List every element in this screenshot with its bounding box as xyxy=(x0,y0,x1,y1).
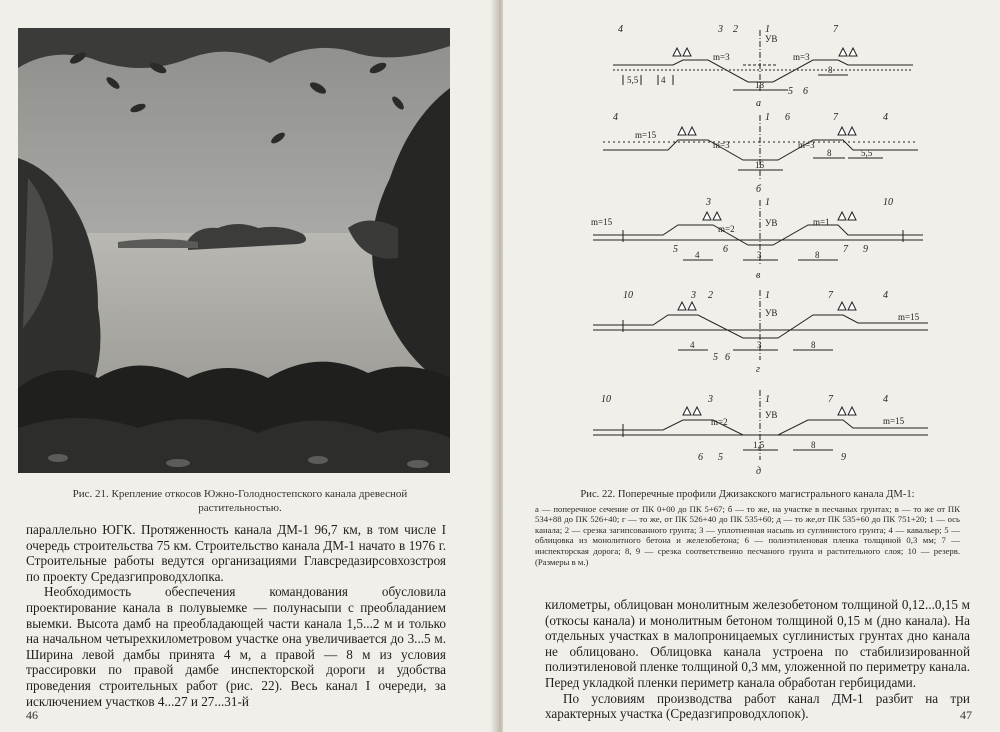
callout-number: 3 xyxy=(706,197,711,208)
callout-number: 7 xyxy=(828,290,833,301)
figure-21-photo xyxy=(18,28,450,473)
callout-number: 6 xyxy=(803,86,808,97)
callout-number: 4 xyxy=(883,112,888,123)
profile-v-label: в xyxy=(756,270,761,281)
callout-number: 1 xyxy=(765,24,770,35)
figure-21-caption: Рис. 21. Крепление откосов Южно-Голодностепского канала древесной растительностью. xyxy=(72,488,408,514)
callout-number: 6 xyxy=(785,112,790,123)
slope-label: m=15 xyxy=(898,312,920,322)
callout-number: 4 xyxy=(613,112,618,123)
water-level-label: УВ xyxy=(765,308,778,318)
callout-number: 1 xyxy=(765,197,770,208)
figure-22-legend: а — поперечное сечение от ПК 0+00 до ПК 5+67; б — то же, на участке в песчаных грунтах; в — то же от ПК 534+88 до ПК 526+40; г — то же, от ПК 526+40 до ПК 535+60; д — то же,от ПК 535+60 до ПК 751+20; 1 — ось канала; 2 — срезка загипсованного грунта; 3 — уплотненная насыпь из суглинистого грунта; 4 — кавальер; 5 — облицовка из монолитного бетона и железобетона; 6 — полиэтиленовая пленка толщиной 0,3 мм; 7 — инспекторская дорога; 8, 9 — срезка соответственно песчаного грунта и растительного слоя; 10 — резерв. (Размеры в м.) xyxy=(535,503,960,567)
dimension-label: 8 xyxy=(828,65,833,75)
callout-number: 5 xyxy=(788,86,793,97)
callout-number: 10 xyxy=(883,197,893,208)
dimension-label: 5,5 xyxy=(861,148,873,158)
paragraph: Необходимость обеспечения командования обусловила проектирование канала в полувыемке — полунасыпи с преобладанием выемки. Высота дамб на преобладающей части канала 1,5...2 м и только на начальном четырехкилометровом участке она увеличивается до 3...5 м. Ширина левой дамбы принята 4 м, а правой — 8 м из условия трассировки по правой дамбе инспекторской дороги и удобства проведения строительных работ (рис. 22). Весь канал I очереди, за исключением участков 4...27 и 27...31-й xyxy=(26,584,446,709)
canal-landscape-image xyxy=(18,28,450,473)
slope-label: m=3 xyxy=(713,140,730,150)
dimension-label: 3 xyxy=(757,250,762,260)
slope-label: m=3 xyxy=(713,52,730,62)
profile-b-label: б xyxy=(756,184,762,195)
water-level-label: УВ xyxy=(765,410,778,420)
callout-number: 1 xyxy=(765,394,770,405)
callout-number: 7 xyxy=(843,244,848,255)
figure-22-title: Рис. 22. Поперечные профили Джизакского магистрального канала ДМ-1: xyxy=(580,489,915,500)
slope-label: m=3 xyxy=(798,140,815,150)
profile-a-label: а xyxy=(756,98,761,109)
callout-number: 10 xyxy=(623,290,633,301)
callout-number: 5 xyxy=(718,452,723,463)
page-number-left: 46 xyxy=(26,708,38,722)
slope-label: m=15 xyxy=(635,130,657,140)
callout-number: 4 xyxy=(883,290,888,301)
callout-number: 5 xyxy=(713,352,718,363)
water-level-label: УВ xyxy=(765,34,778,44)
right-body-text xyxy=(545,597,970,722)
figure-22-caption xyxy=(535,489,960,567)
dimension-label: 8 xyxy=(827,148,832,158)
callout-number: 7 xyxy=(833,112,838,123)
dimension-label: 4 xyxy=(690,340,695,350)
callout-number: 4 xyxy=(618,24,623,35)
callout-number: 4 xyxy=(883,394,888,405)
callout-number: 2 xyxy=(708,290,713,301)
callout-number: 3 xyxy=(718,24,723,35)
callout-number: 3 xyxy=(691,290,696,301)
dimension-label: 1,5 xyxy=(753,440,765,450)
callout-number: 3 xyxy=(708,394,713,405)
left-body-text xyxy=(26,522,446,709)
slope-label: m=3 xyxy=(793,52,810,62)
figure-22-cross-sections xyxy=(583,20,943,480)
dimension-label: 5,5 xyxy=(627,75,639,85)
left-page xyxy=(0,0,497,732)
paragraph: километры, облицован монолитным железобетоном толщиной 0,12...0,15 м (откосы канала) и монолитным бетоном толщиной 0,15 м (дно канала). На отдельных участках в малопроницаемых суглинистых грунтах дно канала не облицовано. Облицовка канала устроена по стабилизированной полиэтиленовой пленке толщиной 0,3 мм, уложенной по периметру канала. Перед укладкой пленки периметр канала обработан гербицидами. xyxy=(545,597,970,690)
callout-number: 7 xyxy=(833,24,838,35)
canal-profiles-drawing xyxy=(583,20,943,480)
water-level-label: УВ xyxy=(765,218,778,228)
page-number-right: 47 xyxy=(960,708,972,722)
callout-number: 6 xyxy=(725,352,730,363)
callout-number: 6 xyxy=(698,452,703,463)
profile-d-label: д xyxy=(756,466,762,477)
callout-number: 10 xyxy=(601,394,611,405)
paragraph: параллельно ЮГК. Протяженность канала ДМ-1 96,7 км, в том числе I очередь строительства 75 км. Строительство канала ДМ-1 начато в 1976 г. Строительные работы ведутся организациями Главсредазирсовхозстроя по проекту Средазгипроводхлопка. xyxy=(26,522,446,584)
dimension-label: 3 xyxy=(757,340,762,350)
callout-number: 2 xyxy=(733,24,738,35)
dimension-label: 16 xyxy=(755,160,764,170)
callout-number: 9 xyxy=(863,244,868,255)
callout-number: 5 xyxy=(673,244,678,255)
callout-number: 1 xyxy=(765,112,770,123)
callout-number: 6 xyxy=(723,244,728,255)
dimension-label: 8 xyxy=(811,340,816,350)
callout-number: 9 xyxy=(841,452,846,463)
dimension-label: 8 xyxy=(815,250,820,260)
dimension-label: 4 xyxy=(661,75,666,85)
callout-number: 7 xyxy=(828,394,833,405)
dimension-label: 18 xyxy=(755,80,764,90)
callout-number: 1 xyxy=(765,290,770,301)
profile-g-label: г xyxy=(756,364,760,375)
slope-label: m=1 xyxy=(813,217,830,227)
slope-label: m=2 xyxy=(711,417,728,427)
paragraph: По условиям производства работ канал ДМ-1 разбит на три характерных участка (Средазгипроводхлопок). xyxy=(545,690,970,722)
slope-label: m=2 xyxy=(718,224,735,234)
slope-label: m=15 xyxy=(591,217,613,227)
slope-label: m=15 xyxy=(883,416,905,426)
dimension-label: 4 xyxy=(695,250,700,260)
dimension-label: 8 xyxy=(811,440,816,450)
